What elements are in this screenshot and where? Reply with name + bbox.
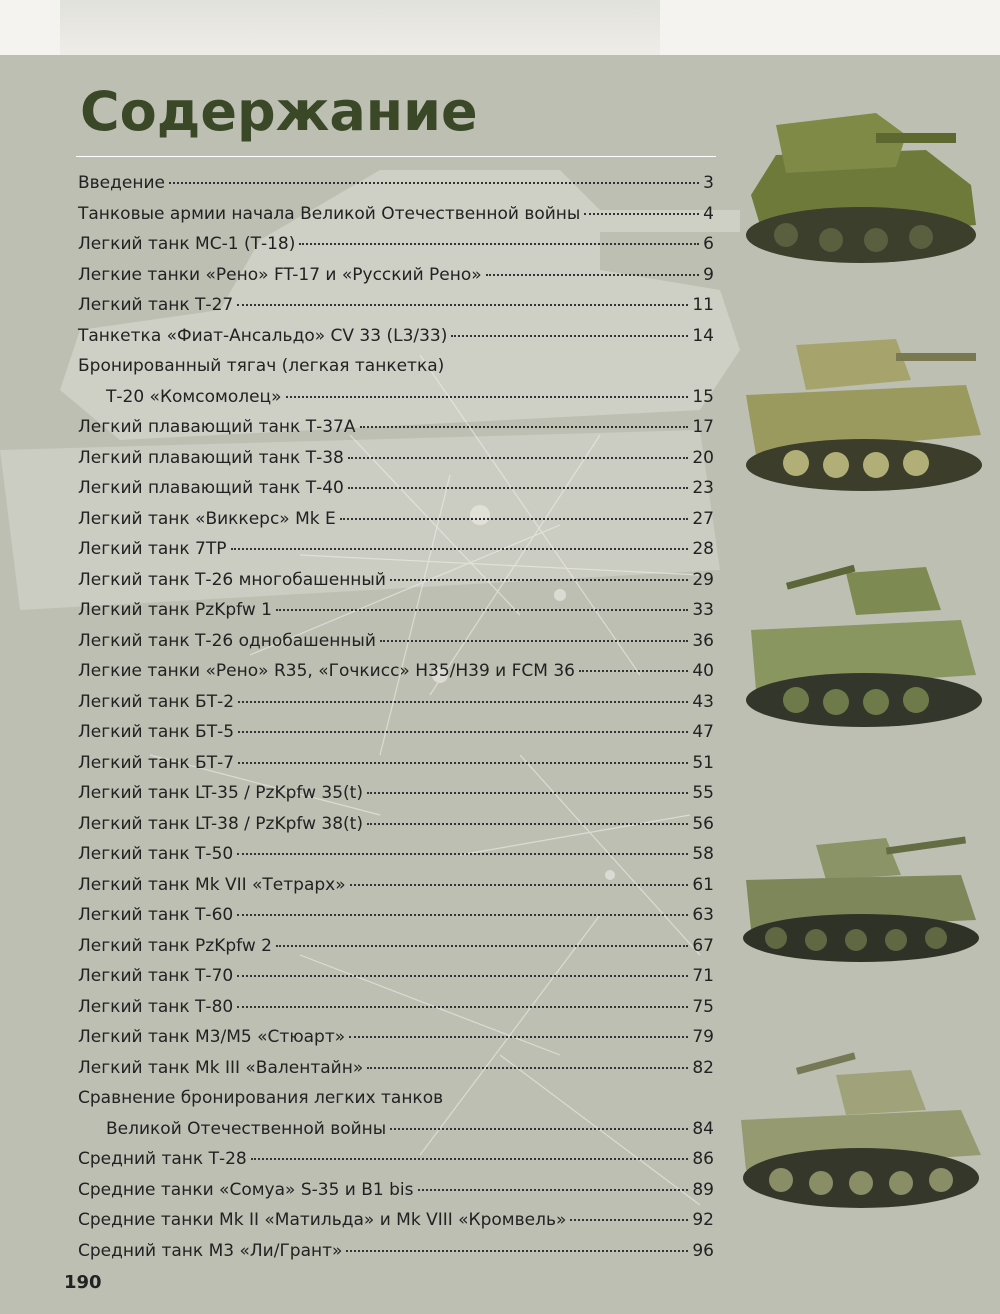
toc-entry: [78, 1022, 714, 1053]
toc-entry: [78, 351, 714, 382]
toc-entry-page: 15: [692, 386, 714, 407]
toc-entry: [78, 992, 714, 1023]
toc-dot-leader: [367, 822, 688, 825]
toc-entry: [78, 870, 714, 901]
title-rule: [76, 156, 716, 157]
toc-entry-page: 51: [692, 752, 714, 773]
tank-t26-image-2: [736, 555, 986, 735]
toc-dot-leader: [367, 791, 688, 794]
toc-entry-page: 86: [692, 1149, 714, 1169]
toc-entry-page: 43: [692, 691, 714, 712]
toc-entry: [78, 717, 714, 748]
tank-t70-image: [736, 820, 986, 970]
toc-entry: [78, 656, 714, 687]
toc-entry: [78, 565, 714, 596]
toc-entry-page: 92: [692, 1210, 714, 1230]
toc-dot-leader: [570, 1218, 688, 1221]
toc-entry-title: Легкий танк Т-60: [78, 905, 234, 925]
tank-mc1-image: [736, 95, 986, 275]
toc-entry-title: Легкий танк LT-38 / PzKpfw 38(t): [78, 813, 363, 834]
toc-entry-page: 9: [703, 264, 714, 285]
toc-dot-leader: [348, 486, 689, 489]
toc-entry-title: Легкий плавающий танк Т-37А: [78, 417, 356, 437]
toc-entry: [78, 1053, 714, 1084]
toc-entry-title: Танкетка «Фиат-Ансальдо» CV 33 (L3/33): [78, 325, 448, 346]
toc-entry-title: Легкий танк PzKpfw 2: [78, 935, 272, 956]
toc-dot-leader: [286, 395, 689, 398]
toc-entry: [78, 1236, 714, 1267]
toc-entry-page: 55: [692, 783, 714, 803]
toc-dot-leader: [251, 1157, 689, 1160]
toc-entry: [78, 168, 714, 199]
toc-entry-page: 33: [692, 600, 714, 620]
toc-entry-page: 28: [692, 539, 714, 559]
toc-entry: [78, 1114, 714, 1145]
top-strip: [60, 0, 660, 55]
toc-entry: [78, 534, 714, 565]
toc-entry-page: 11: [692, 295, 714, 315]
toc-entry: [78, 931, 714, 962]
toc-entry-title: Танковые армии начала Великой Отечественной войны: [78, 203, 581, 224]
toc-dot-leader: [584, 212, 699, 215]
toc-entry-page: 84: [692, 1118, 714, 1139]
toc-entry-page: 27: [692, 508, 714, 529]
toc-entry: [78, 473, 714, 504]
toc-entry-title: Т-20 «Комсомолец»: [106, 386, 282, 407]
toc-entry-title: Средний танк М3 «Ли/Грант»: [78, 1240, 343, 1261]
toc-entry: [78, 1144, 714, 1175]
toc-entry-page: 96: [692, 1240, 714, 1261]
toc-entry: [78, 748, 714, 779]
toc-entry-title: Легкий танк LT-35 / PzKpfw 35(t): [78, 783, 363, 803]
toc-entry-title: Легкий танк БТ-7: [78, 752, 235, 773]
toc-entry-title: Легкий танк БТ-2: [78, 691, 235, 712]
toc-entry-title: Легкий танк Т-70: [78, 966, 234, 986]
toc-dot-leader: [349, 1035, 688, 1038]
toc-entry-page: 56: [692, 813, 714, 834]
toc-entry-title: Средние танки Mk II «Матильда» и Mk VIII «Кромвель»: [78, 1210, 567, 1230]
page-title: Содержание: [80, 80, 478, 143]
toc-entry-title: Легкие танки «Рено» FT-17 и «Русский Рено»: [78, 264, 482, 285]
toc-entry: [78, 626, 714, 657]
toc-dot-leader: [276, 944, 688, 947]
toc-entry-title: Легкий танк Т-80: [78, 996, 234, 1017]
toc-dot-leader: [380, 639, 688, 642]
toc-entry-title: Легкий плавающий танк Т-40: [78, 478, 344, 498]
toc-entry-page: 75: [692, 996, 714, 1017]
toc-dot-leader: [238, 730, 688, 733]
toc-dot-leader: [350, 883, 689, 886]
tank-t26-image-1: [736, 325, 986, 500]
toc-entry-page: 3: [703, 173, 714, 193]
table-of-contents: [78, 168, 714, 1266]
toc-entry: [78, 1205, 714, 1236]
toc-entry-page: 20: [692, 447, 714, 468]
toc-entry-page: 67: [692, 935, 714, 956]
toc-dot-leader: [231, 547, 689, 550]
toc-dot-leader: [579, 669, 688, 672]
toc-entry: [78, 443, 714, 474]
toc-entry-page: 6: [703, 234, 714, 254]
toc-entry: [78, 504, 714, 535]
toc-dot-leader: [299, 242, 699, 245]
toc-entry-title: Великой Отечественной войны: [106, 1118, 387, 1139]
toc-dot-leader: [169, 181, 699, 184]
toc-entry: [78, 260, 714, 291]
toc-entry-page: 58: [692, 844, 714, 864]
toc-entry-title: Легкий танк Mk VII «Тетрарх»: [78, 874, 346, 895]
toc-dot-leader: [340, 517, 689, 520]
toc-entry: [78, 778, 714, 809]
toc-entry-page: 63: [692, 905, 714, 925]
toc-entry: [78, 900, 714, 931]
toc-dot-leader: [237, 852, 688, 855]
toc-dot-leader: [360, 425, 689, 428]
toc-entry: [78, 412, 714, 443]
toc-entry-page: 23: [692, 478, 714, 498]
toc-entry: [78, 687, 714, 718]
toc-entry: [78, 321, 714, 352]
toc-entry-title: Легкий плавающий танк Т-38: [78, 447, 344, 468]
toc-entry: [78, 809, 714, 840]
toc-entry-title: Легкий танк «Виккерс» Mk E: [78, 508, 336, 529]
toc-entry-page: 29: [692, 569, 714, 590]
toc-entry-title: Сравнение бронирования легких танков: [78, 1088, 444, 1108]
toc-entry-title: Легкий танк PzKpfw 1: [78, 600, 272, 620]
toc-dot-leader: [238, 761, 688, 764]
toc-entry-title: Легкий танк 7TP: [78, 539, 227, 559]
toc-dot-leader: [367, 1066, 688, 1069]
toc-entry: [78, 382, 714, 413]
toc-dot-leader: [276, 608, 688, 611]
toc-dot-leader: [390, 1127, 688, 1130]
toc-entry-title: Легкий танк Т-27: [78, 295, 234, 315]
toc-entry: [78, 229, 714, 260]
toc-entry: [78, 595, 714, 626]
toc-entry-page: 79: [692, 1027, 714, 1047]
toc-entry-page: 4: [703, 203, 714, 224]
toc-dot-leader: [451, 334, 688, 337]
toc-dot-leader: [237, 303, 688, 306]
toc-entry: [78, 961, 714, 992]
tank-t80-image: [736, 1030, 986, 1215]
toc-entry-page: 40: [692, 661, 714, 681]
toc-entry-title: Средний танк Т-28: [78, 1149, 247, 1169]
toc-entry-title: Легкий танк Т-26 однобашенный: [78, 630, 376, 651]
toc-entry-page: 36: [692, 630, 714, 651]
toc-entry: [78, 1083, 714, 1114]
toc-dot-leader: [237, 913, 688, 916]
toc-dot-leader: [346, 1249, 688, 1252]
page-number: 190: [64, 1272, 102, 1293]
toc-entry: [78, 290, 714, 321]
toc-entry-title: Легкий танк Mk III «Валентайн»: [78, 1057, 364, 1078]
toc-entry-page: 71: [692, 966, 714, 986]
toc-entry: [78, 1175, 714, 1206]
toc-entry: [78, 199, 714, 230]
toc-entry-title: Введение: [78, 173, 165, 193]
toc-dot-leader: [348, 456, 689, 459]
toc-entry-title: Легкий танк Т-50: [78, 844, 234, 864]
toc-entry-page: 47: [692, 722, 714, 742]
toc-dot-leader: [238, 700, 688, 703]
toc-entry-title: Бронированный тягач (легкая танкетка): [78, 356, 445, 376]
toc-entry-title: Легкие танки «Рено» R35, «Гочкисс» H35/H39 и FCM 36: [78, 661, 575, 681]
toc-dot-leader: [237, 974, 688, 977]
toc-entry: [78, 839, 714, 870]
toc-dot-leader: [390, 578, 688, 581]
toc-dot-leader: [237, 1005, 688, 1008]
toc-entry-title: Легкий танк М3/М5 «Стюарт»: [78, 1027, 346, 1047]
toc-dot-leader: [418, 1188, 689, 1191]
toc-entry-title: Легкий танк Т-26 многобашенный: [78, 569, 386, 590]
toc-entry-page: 89: [692, 1179, 714, 1200]
toc-entry-title: Легкий танк МС-1 (Т-18): [78, 234, 296, 254]
toc-dot-leader: [486, 273, 700, 276]
toc-entry-page: 14: [692, 325, 714, 346]
toc-entry-page: 61: [692, 874, 714, 895]
toc-entry-page: 17: [692, 417, 714, 437]
toc-entry-title: Легкий танк БТ-5: [78, 722, 235, 742]
toc-entry-title: Средние танки «Сомуа» S-35 и B1 bis: [78, 1179, 414, 1200]
toc-entry-page: 82: [692, 1057, 714, 1078]
